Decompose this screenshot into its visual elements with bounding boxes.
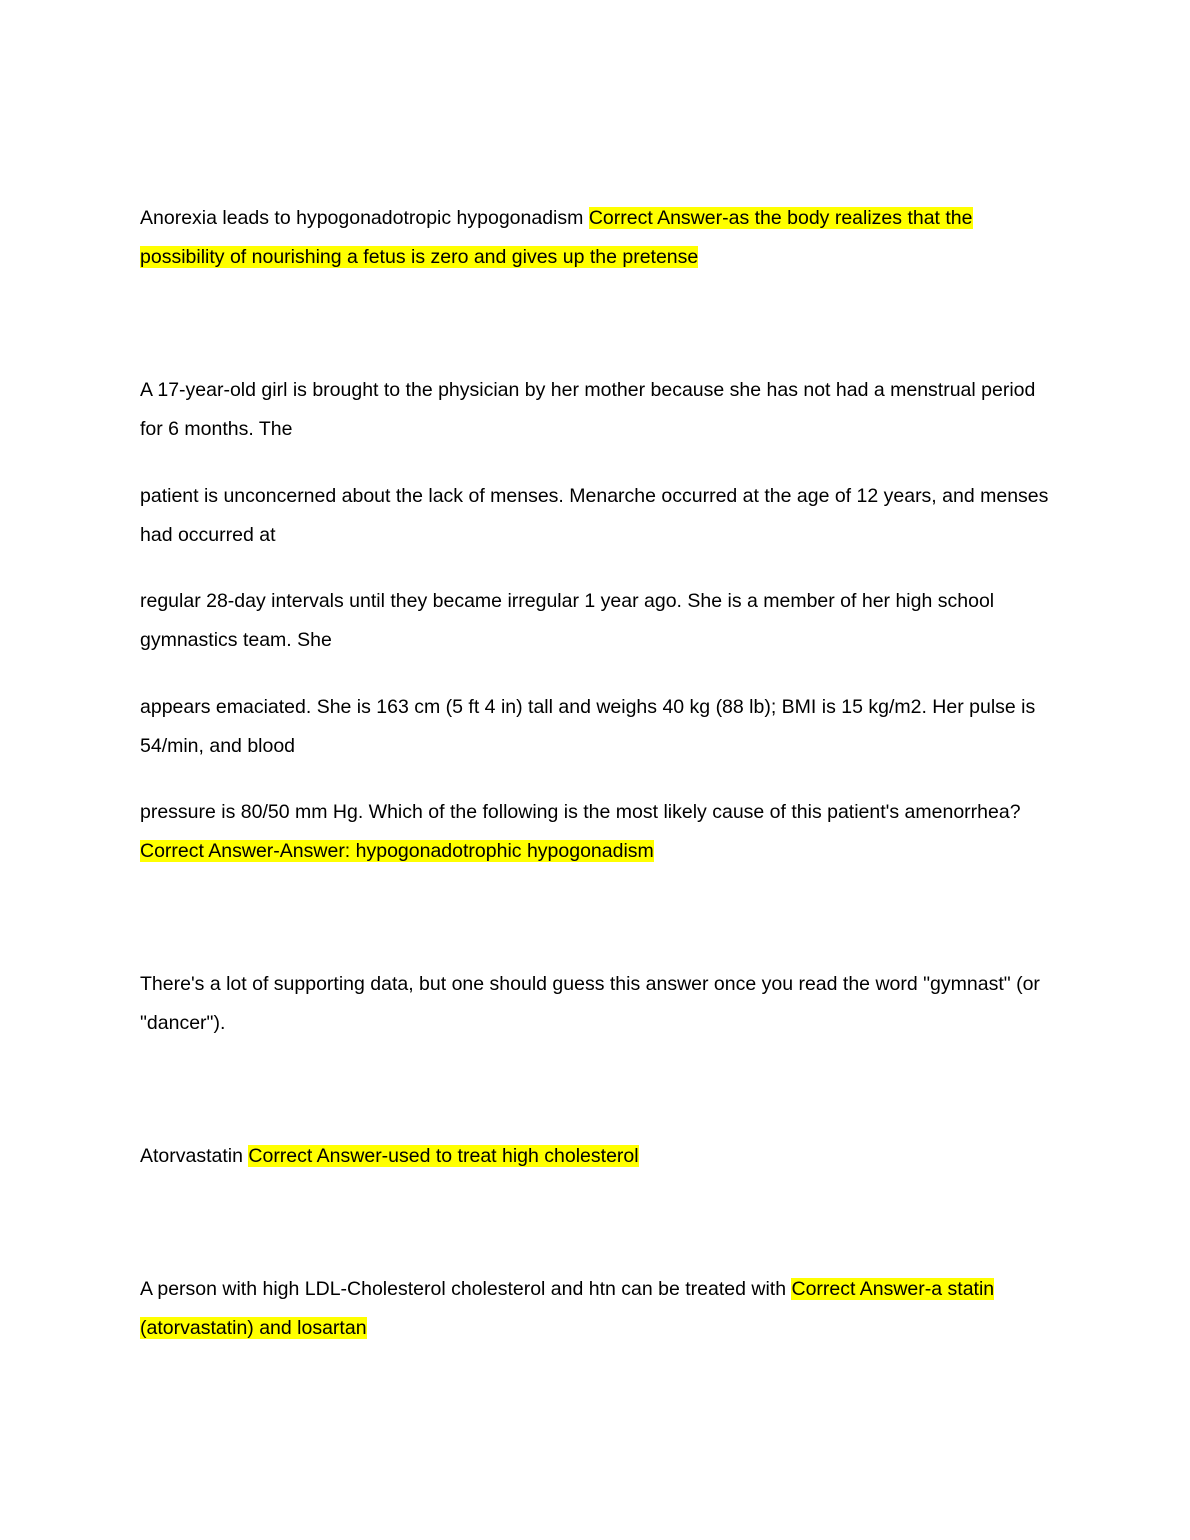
entry-anorexia bbox=[140, 199, 1060, 277]
note-text: There's a lot of supporting data, but one should guess this answer once you read the word "gymnast" (or "dancer"). bbox=[140, 973, 1040, 1034]
entry-note bbox=[140, 965, 1060, 1043]
entry-ldl-htn bbox=[140, 1270, 1060, 1348]
question-text: regular 28-day intervals until they became irregular 1 year ago. She is a member of her high school gymnastics team. She bbox=[140, 590, 995, 651]
question-text: A person with high LDL-Cholesterol cholesterol and htn can be treated with bbox=[140, 1278, 787, 1300]
answer-highlight: Correct Answer-used to treat high cholesterol bbox=[248, 1145, 639, 1167]
question-text: appears emaciated. She is 163 cm (5 ft 4 in) tall and weighs 40 kg (88 lb); BMI is 15 kg/m2. Her pulse is 54/min, and blood bbox=[140, 696, 1036, 757]
question-text: A 17-year-old girl is brought to the physician by her mother because she has not had a menstrual period for 6 months. The bbox=[140, 379, 1036, 440]
entry-case-line-3 bbox=[140, 582, 1060, 660]
answer-highlight: Correct Answer-Answer: hypogonadotrophic hypogonadism bbox=[140, 840, 654, 862]
entry-case-line-5 bbox=[140, 793, 1060, 871]
question-text: Atorvastatin bbox=[140, 1145, 243, 1167]
entry-case-line-1 bbox=[140, 371, 1060, 449]
entry-case-line-2 bbox=[140, 477, 1060, 555]
answer-highlight: Correct Answer-a statin (atorvastatin) and losartan bbox=[140, 1278, 995, 1339]
entry-atorvastatin bbox=[140, 1137, 1060, 1176]
question-text: Anorexia leads to hypogonadotropic hypogonadism bbox=[140, 207, 584, 229]
entry-case-line-4 bbox=[140, 688, 1060, 766]
question-text: patient is unconcerned about the lack of menses. Menarche occurred at the age of 12 years, and menses had occurred at bbox=[140, 485, 1049, 546]
question-text: pressure is 80/50 mm Hg. Which of the following is the most likely cause of this patient's amenorrhea? bbox=[140, 801, 1021, 823]
answer-highlight: Correct Answer-as the body realizes that the possibility of nourishing a fetus is zero and gives up the pretense bbox=[140, 207, 973, 268]
